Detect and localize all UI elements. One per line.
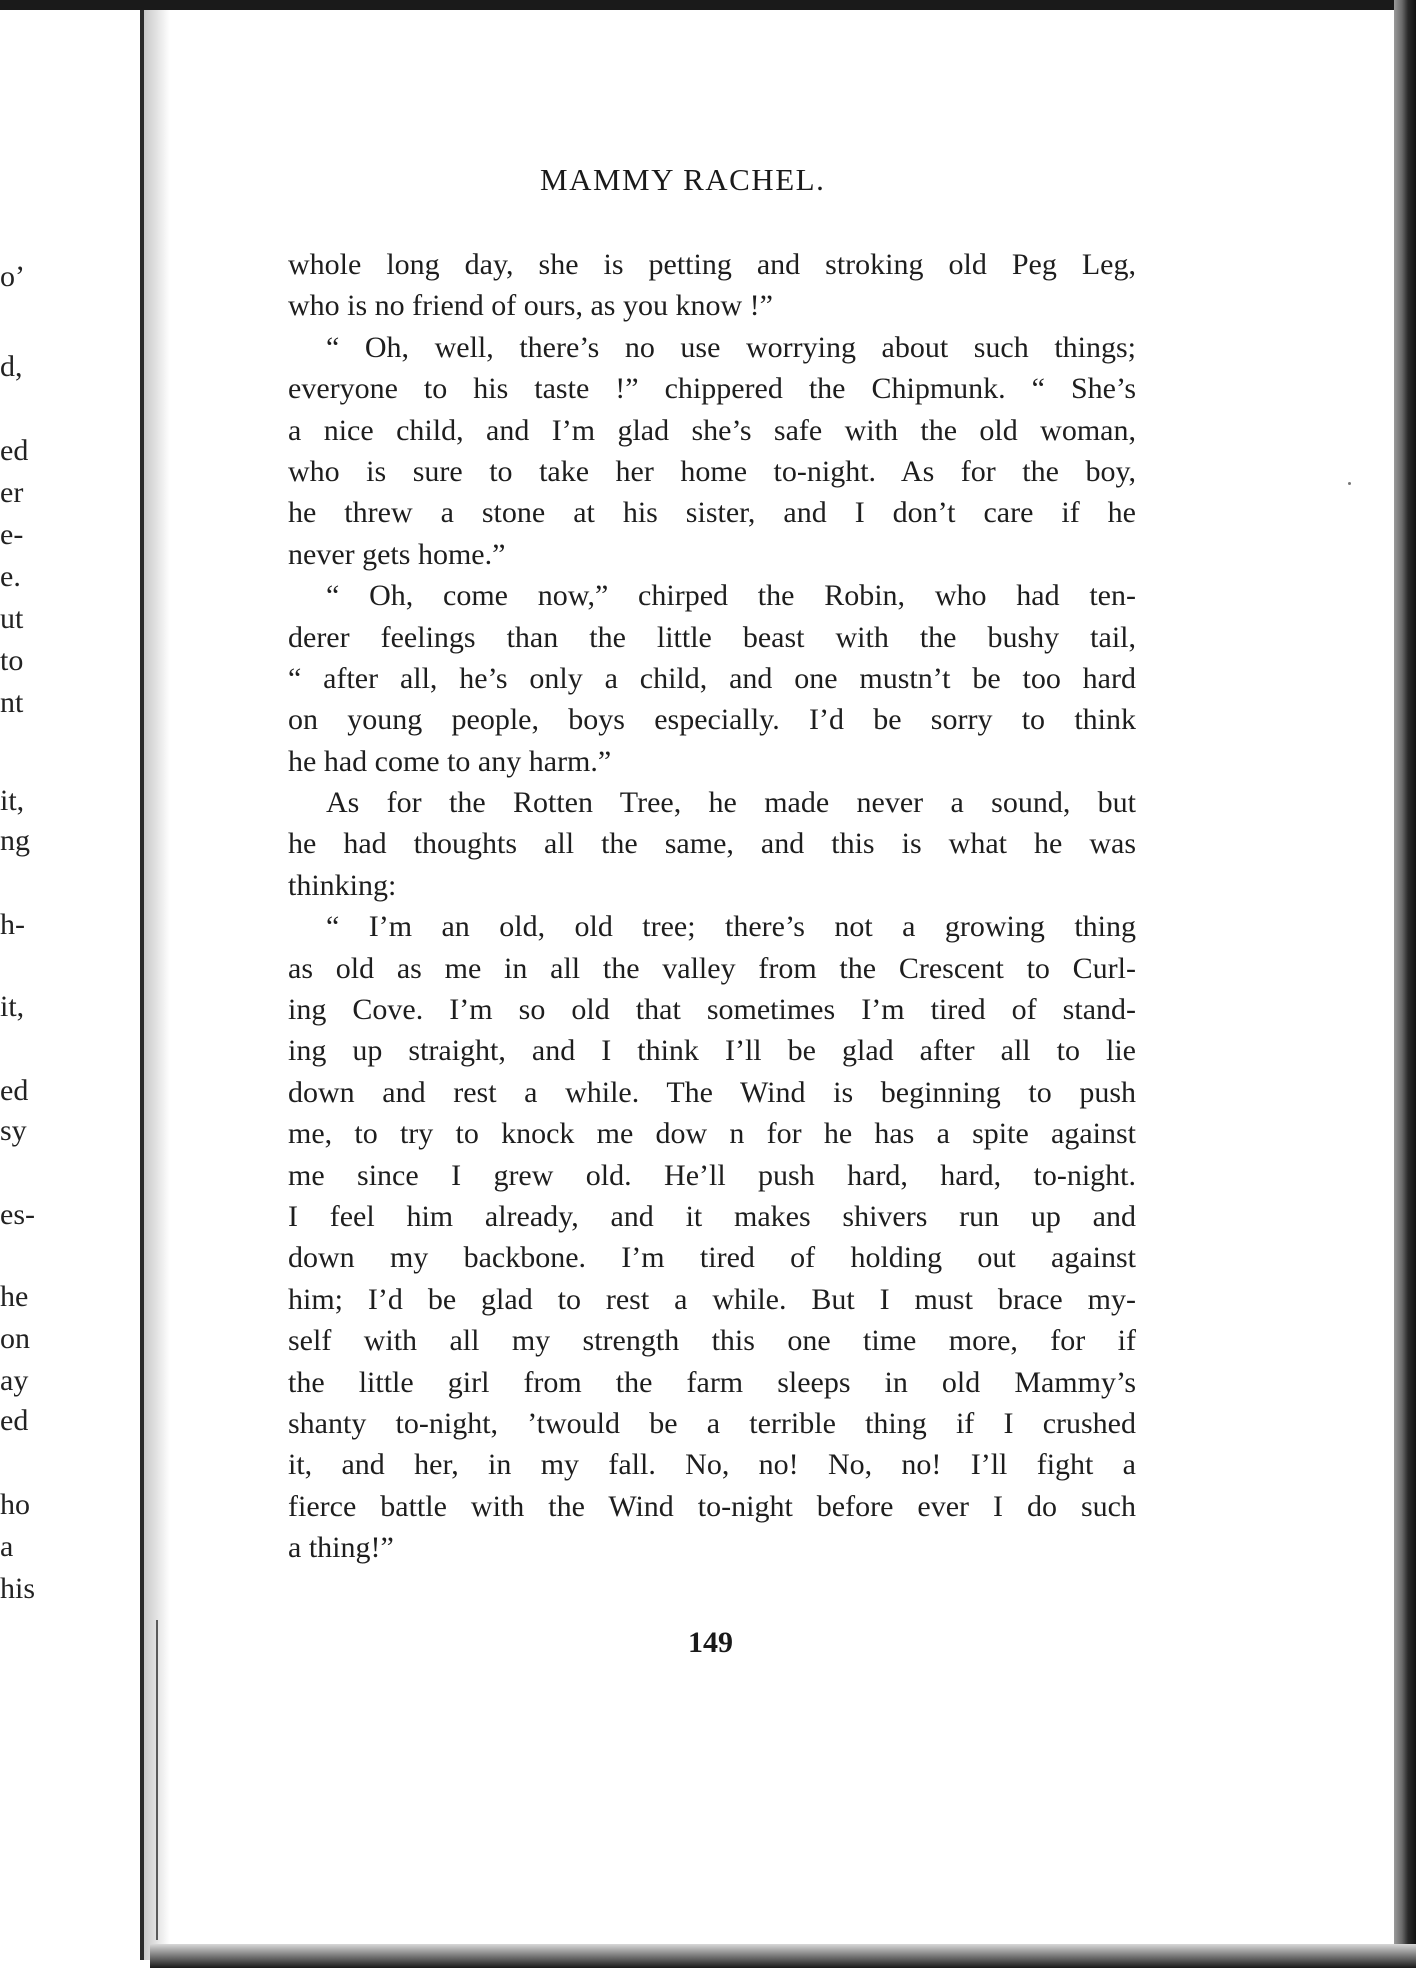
text-line: “ Oh, come now,” chirped the Robin, who had ten- <box>326 579 1136 613</box>
text-line: on young people, boys especially. I’d be sorry to think <box>288 703 1136 737</box>
left-fragment: ed <box>0 1074 29 1107</box>
left-fragment: ay <box>0 1364 29 1397</box>
left-fragment: his <box>0 1572 36 1605</box>
left-fragment: it, <box>0 784 25 817</box>
text-line: me since I grew old. He’ll push hard, hard, to-night. <box>288 1158 1136 1192</box>
text-line: him; I’d be glad to rest a while. But I must brace my- <box>288 1282 1136 1316</box>
text-line: he threw a stone at his sister, and I don’t care if he <box>288 496 1136 530</box>
left-fragment: o’ <box>0 260 25 293</box>
scan-bottom-edge <box>150 1944 1416 1968</box>
text-line: I feel him already, and it makes shivers run up and <box>288 1199 1136 1233</box>
text-line: fierce battle with the Wind to-night before ever I do such <box>288 1489 1136 1523</box>
text-line: the little girl from the farm sleeps in old Mammy’s <box>288 1365 1136 1399</box>
left-fragment: e. <box>0 560 21 593</box>
gutter-line <box>140 10 144 1960</box>
gutter-line-secondary <box>156 1620 158 1940</box>
text-line: ing Cove. I’m so old that sometimes I’m tired of stand- <box>288 993 1136 1027</box>
scan-top-edge <box>0 0 1416 10</box>
text-line: me, to try to knock me dow n for he has a spite against <box>288 1117 1136 1151</box>
text-line: whole long day, she is petting and stroking old Peg Leg, <box>288 248 1136 281</box>
left-fragment: ho <box>0 1488 30 1521</box>
text-line: ing up straight, and I think I’ll be glad after all to lie <box>288 1034 1136 1068</box>
left-fragment: h- <box>0 908 25 941</box>
text-line: shanty to-night, ’twould be a terrible thing if I crushed <box>288 1406 1136 1440</box>
text-line: derer feelings than the little beast with the bushy tail, <box>288 620 1136 654</box>
text-line: As for the Rotten Tree, he made never a sound, but <box>326 786 1136 820</box>
scan-right-edge <box>1394 0 1416 1968</box>
left-fragment: nt <box>0 686 24 719</box>
left-fragment: ed <box>0 434 29 467</box>
text-line: down my backbone. I’m tired of holding out against <box>288 1241 1136 1275</box>
text-line: who is sure to take her home to-night. As for the boy, <box>288 454 1136 488</box>
text-line: everyone to his taste !” chippered the Chipmunk. “ She’s <box>288 372 1136 406</box>
scan-speck <box>1348 482 1351 485</box>
text-line: never gets home.” <box>288 537 506 571</box>
text-line: a nice child, and I’m glad she’s safe with the old woman, <box>288 413 1136 447</box>
left-fragment: e- <box>0 518 24 551</box>
left-fragment: ut <box>0 602 24 635</box>
text-line: who is no friend of ours, as you know !” <box>288 289 773 323</box>
left-fragment: ng <box>0 824 30 857</box>
text-line: self with all my strength this one time more, for if <box>288 1324 1136 1358</box>
text-line: “ I’m an old, old tree; there’s not a growing thing <box>326 910 1136 944</box>
text-line: as old as me in all the valley from the Crescent to Curl- <box>288 951 1136 985</box>
body-text <box>288 244 1136 1569</box>
left-fragment: it, <box>0 990 25 1023</box>
page-number: 149 <box>688 1626 733 1659</box>
left-fragment: to <box>0 644 24 677</box>
text-line: it, and her, in my fall. No, no! No, no! I’ll fight a <box>288 1448 1136 1482</box>
left-fragment: d, <box>0 350 23 383</box>
text-line: down and rest a while. The Wind is beginning to push <box>288 1075 1136 1109</box>
left-fragment: er <box>0 476 24 509</box>
text-line: “ Oh, well, there’s no use worrying about such things; <box>326 330 1136 364</box>
text-line: “ after all, he’s only a child, and one mustn’t be too hard <box>288 661 1136 695</box>
left-fragment: ed <box>0 1404 29 1437</box>
text-line: he had thoughts all the same, and this is what he was <box>288 827 1136 861</box>
left-fragment: es- <box>0 1198 35 1231</box>
text-line: thinking: <box>288 868 397 902</box>
left-fragment: sy <box>0 1114 27 1147</box>
text-line: he had come to any harm.” <box>288 744 612 778</box>
running-header: MAMMY RACHEL. <box>540 162 826 197</box>
left-fragment: on <box>0 1322 30 1355</box>
left-fragment: a <box>0 1530 14 1563</box>
text-line: a thing!” <box>288 1531 394 1565</box>
left-fragment: he <box>0 1280 29 1313</box>
